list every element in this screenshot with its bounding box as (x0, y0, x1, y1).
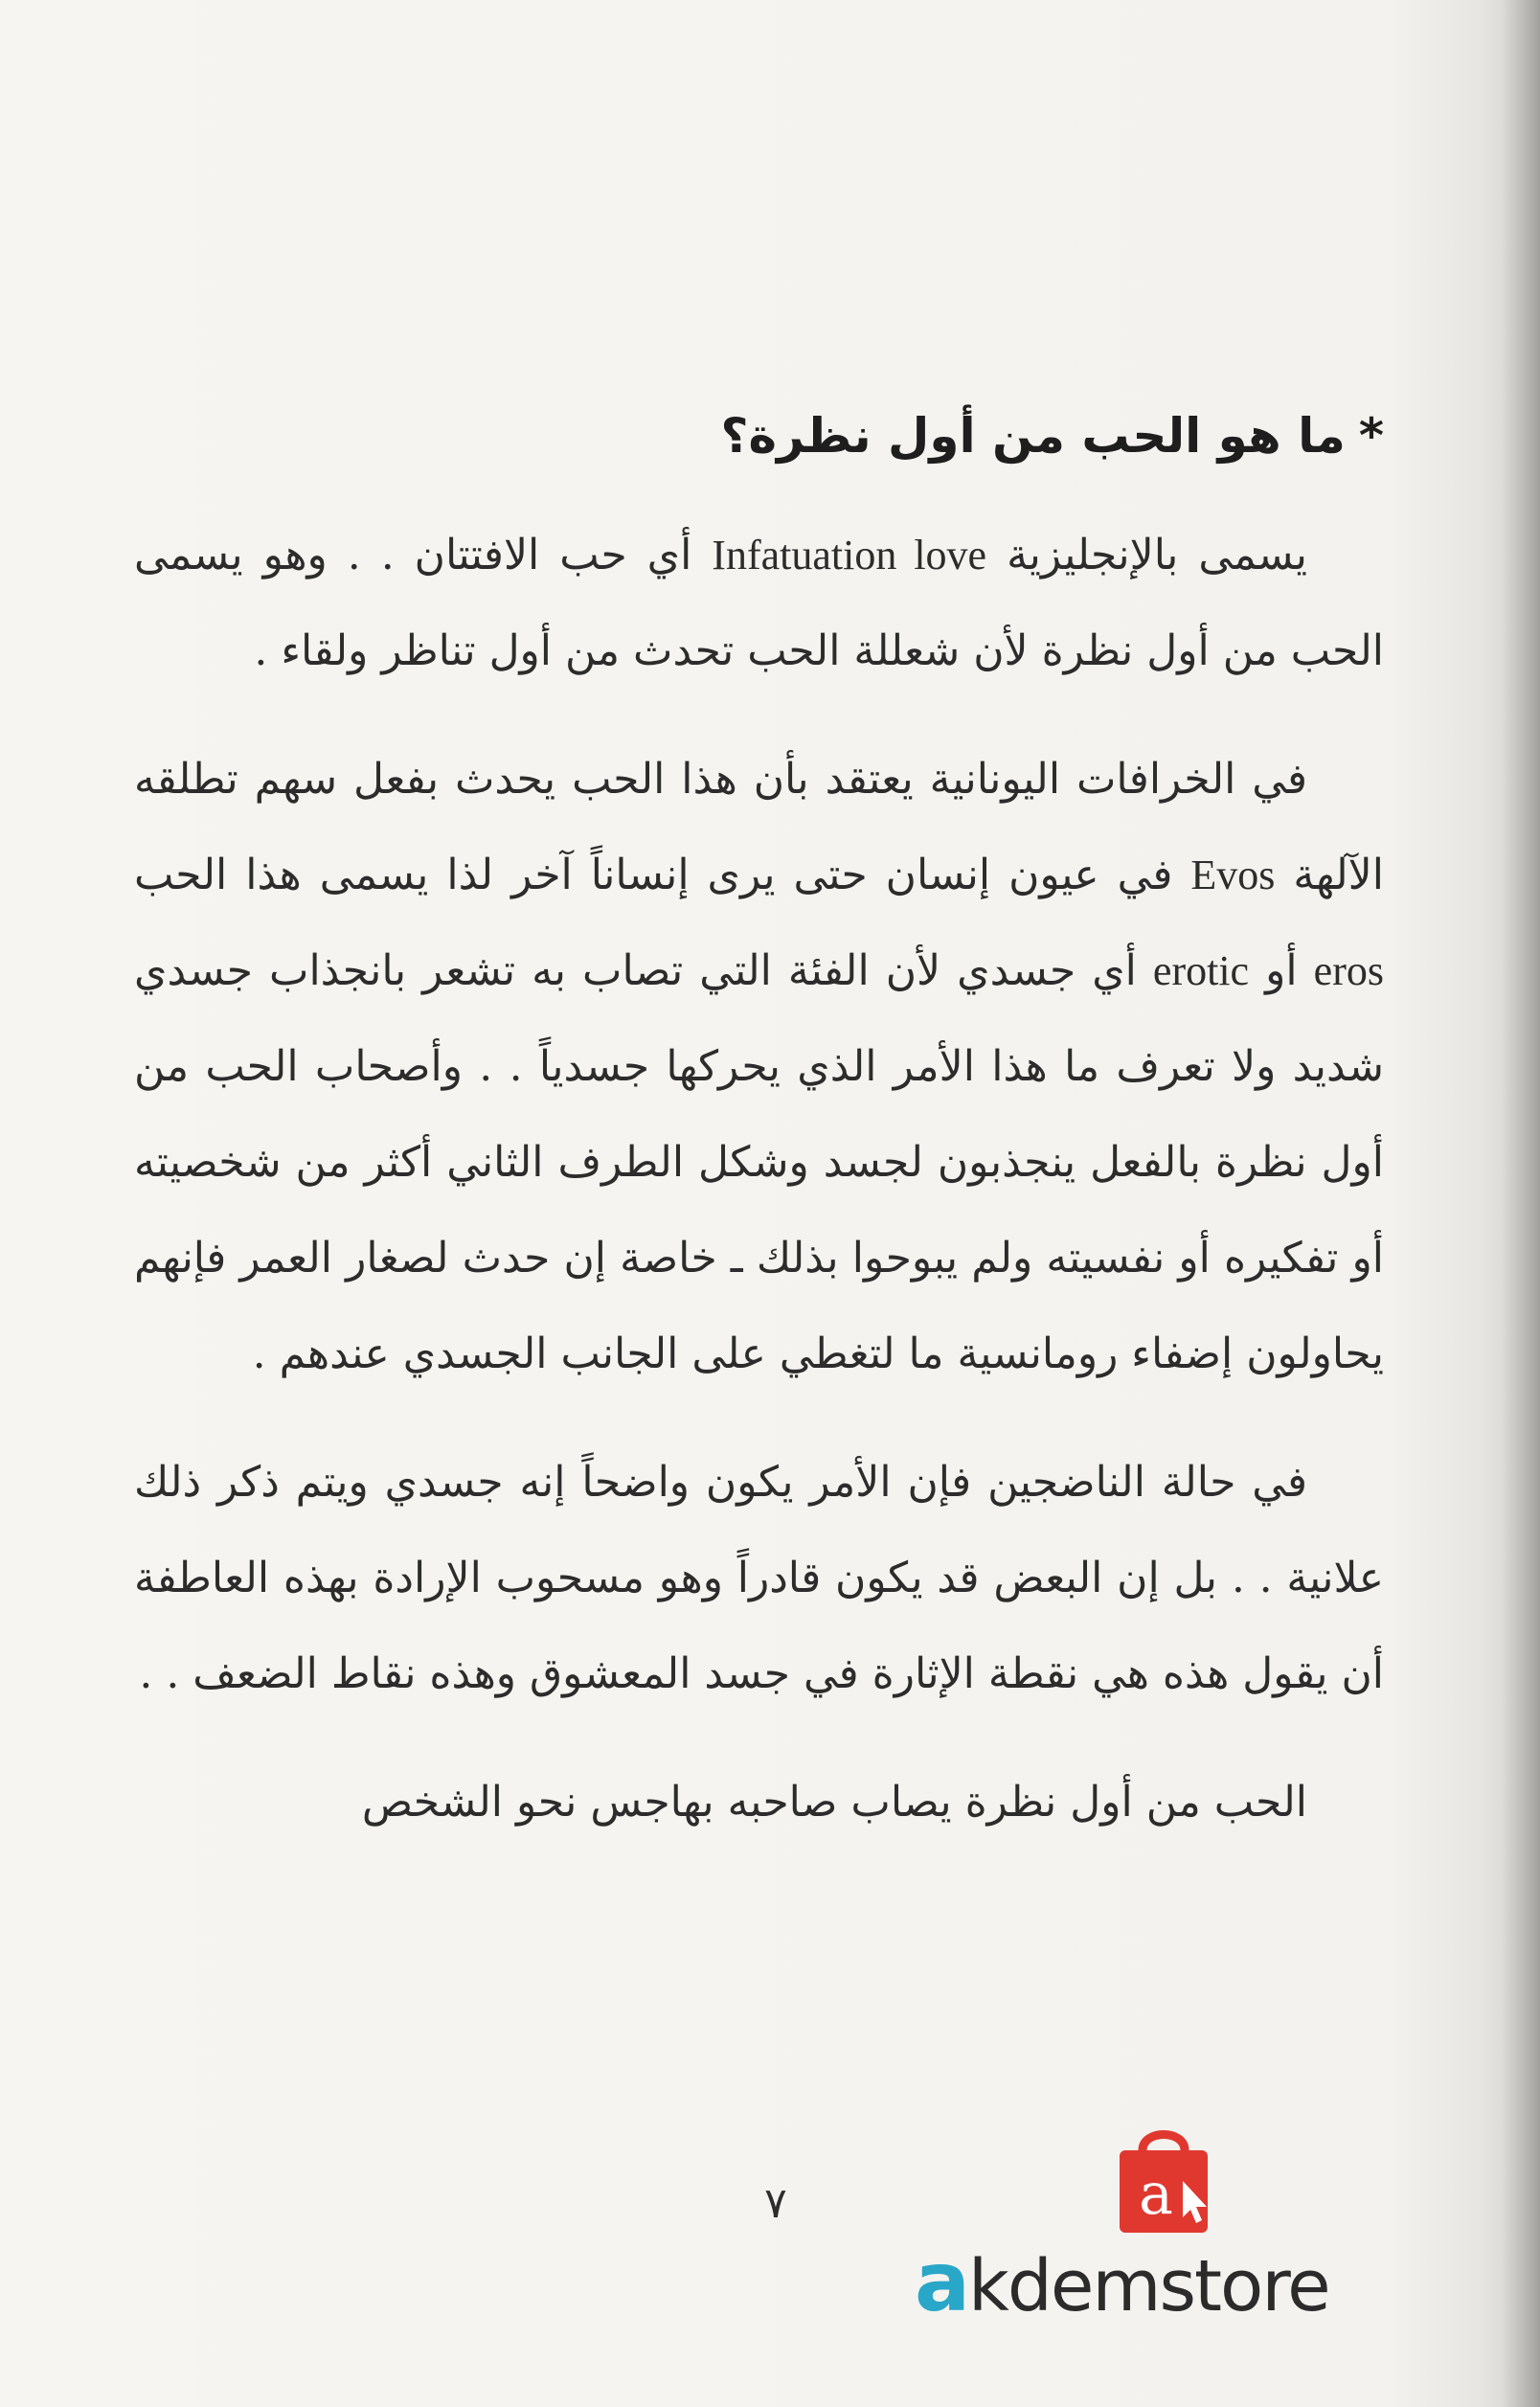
paragraph-2-latin-eros: eros (1313, 947, 1384, 994)
bag-letter: a (1139, 2161, 1173, 2228)
paragraph-1-part-b: أي حب الافتتان . . وهو يسمى الحب من أول نظرة لأن شعللة الحب تحدث من أول تناظر ولقاء . (134, 531, 1384, 675)
paragraph-2-latin-evos: Evos (1190, 852, 1276, 898)
page-edge-shadow (1502, 0, 1540, 2407)
paragraph-2 (134, 732, 1384, 1402)
paragraph-2-part-a: في الخرافات اليونانية يعتقد بأن هذا الحب يحدث بفعل سهم تطلقه الآلهة (134, 755, 1384, 899)
paragraph-2-part-c: أو (1265, 946, 1298, 995)
paragraph-4: الحب من أول نظرة يصاب صاحبه بهاجس نحو الشخص (361, 1778, 1307, 1827)
page-number: ٧ (764, 2179, 787, 2228)
heading-text: ما هو الحب من أول نظرة؟ (720, 408, 1346, 464)
store-name-accent: a (915, 2235, 969, 2330)
page-content (134, 402, 1384, 1883)
paragraph-3: في حالة الناضجين فإن الأمر يكون واضحاً إنه جسدي ويتم ذكر ذلك علانية . . بل إن البعض قد يكون قادراً وهو مسحوب الإرادة بهذه العاطفة أن يقول هذه هي نقطة الإثارة في جسد المعشوق وهذه نقاط الضعف . . (134, 1458, 1384, 1698)
paragraph-2-latin-erotic: erotic (1152, 947, 1250, 994)
shopping-bag-icon (1106, 2122, 1221, 2237)
paragraph-1 (134, 508, 1384, 699)
store-name-rest: kdemstore (968, 2245, 1329, 2328)
section-heading (134, 402, 1384, 469)
asterisk-bullet: * (1358, 408, 1384, 464)
paragraph-2-part-b: في عيون إنسان حتى يرى إنساناً آخر لذا يسمى هذا الحب (134, 851, 1173, 899)
paragraph-2-part-d: أي جسدي لأن الفئة التي تصاب به تشعر بانجذاب جسدي شديد ولا تعرف ما هذا الأمر الذي يحركها جسدياً . . وأصحاب الحب من أول نظرة بالفعل ينجذبون لجسد وشكل الطرف الثاني أكثر من شخصيته أو تفكيره أو نفسيته ولم يبوحوا بذلك ـ خاصة إن حدث لصغار العمر فإنهم يحاولون إضفاء رومانسية ما لتغطي على الجانب الجسدي عندهم . (134, 946, 1384, 1378)
paragraph-1-part-a: يسمى بالإنجليزية (1007, 531, 1307, 579)
store-watermark (915, 2122, 1413, 2342)
store-name (915, 2235, 1413, 2334)
paragraph-1-latin-term: Infatuation love (712, 532, 987, 579)
